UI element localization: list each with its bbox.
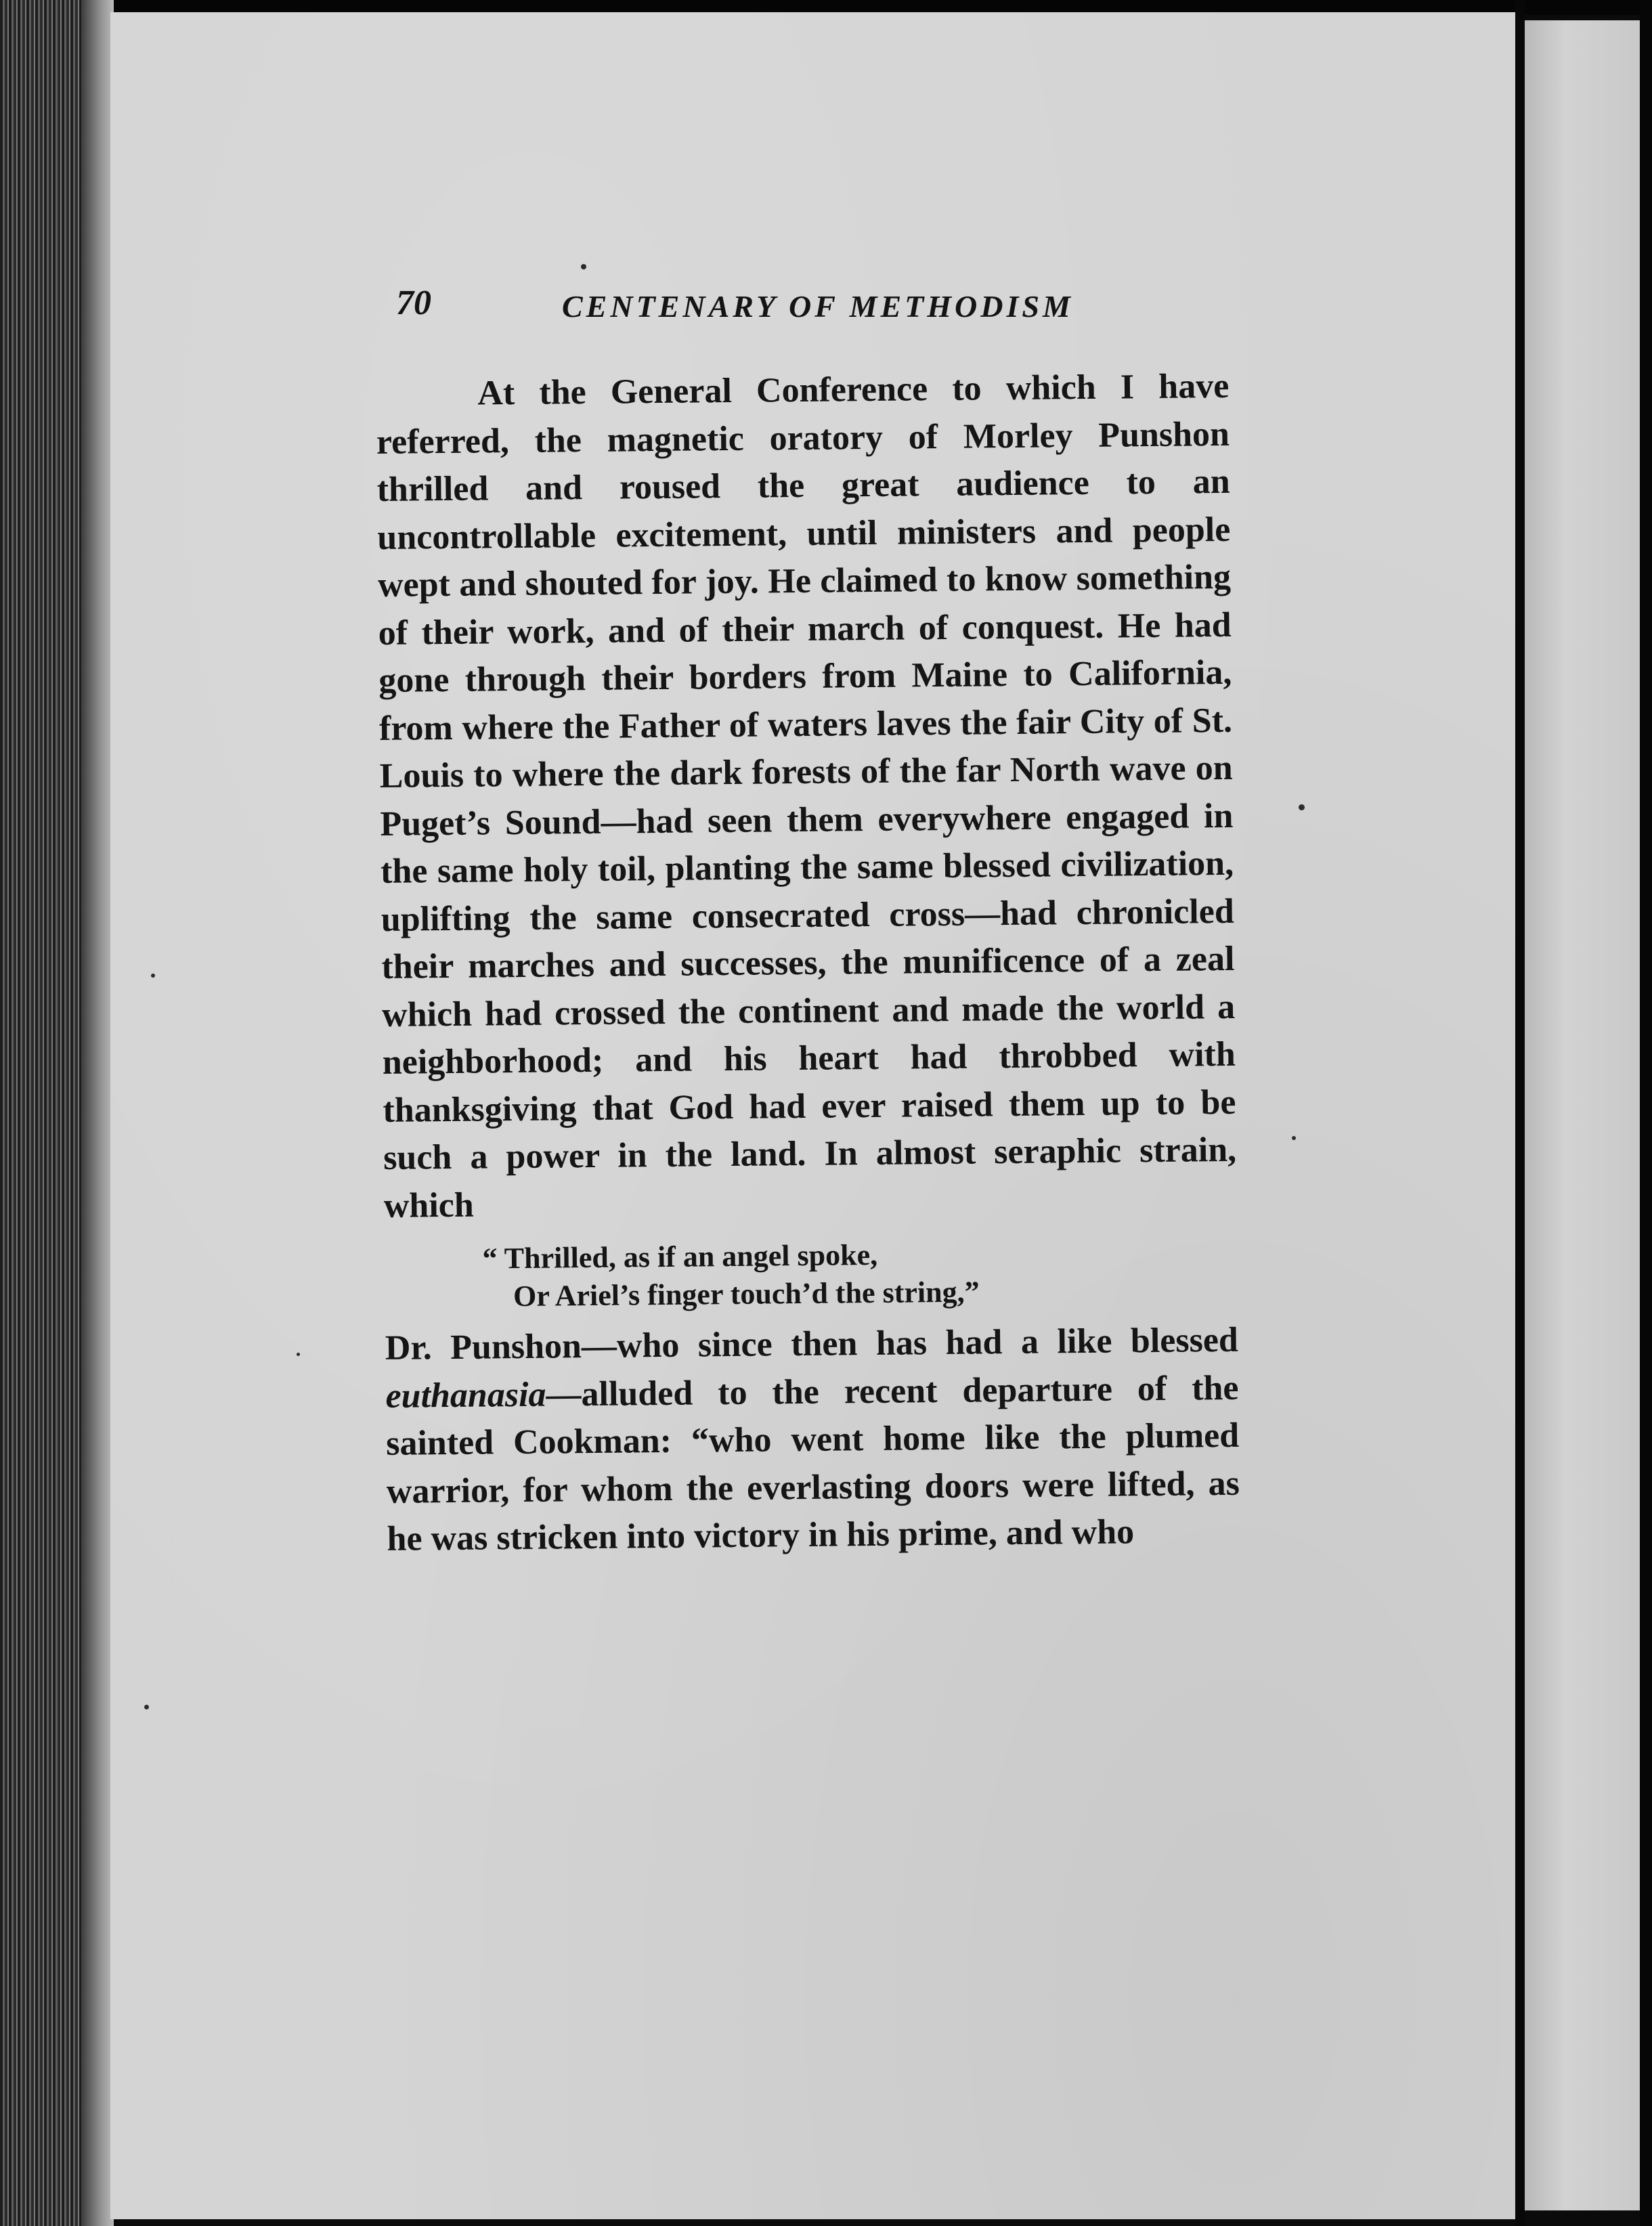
adjacent-page-edge bbox=[1525, 20, 1640, 2210]
speck bbox=[1299, 804, 1305, 810]
gutter-shadow bbox=[1515, 0, 1525, 2226]
verse-quote bbox=[384, 1233, 1238, 1317]
quote-line-1: “ Thrilled, as if an angel spoke, bbox=[482, 1238, 878, 1275]
binding-inner-shadow bbox=[81, 0, 114, 2226]
paragraph-2 bbox=[385, 1317, 1240, 1564]
speck bbox=[581, 264, 586, 269]
scan-right-edge bbox=[1640, 0, 1652, 2226]
paragraph-2-part-1: Dr. Punshon—who since then has had a like blessed bbox=[385, 1320, 1239, 1368]
page-number: 70 bbox=[396, 284, 431, 322]
speck bbox=[297, 1353, 300, 1356]
paragraph-2-part-2: —alluded to the recent departure of the sainted Cookman: “who went home like the plumed warrior, for whom the everlasting doors were lifted, as he was stricken into victory in his prime, and who bbox=[385, 1368, 1240, 1558]
quote-line-2: Or Ariel’s finger touch’d the string,” bbox=[513, 1275, 980, 1313]
running-head: CENTENARY OF METHODISM bbox=[562, 289, 1074, 324]
speck bbox=[144, 1705, 149, 1709]
paragraph-1: At the General Conference to which I have referred, the magnetic oratory of Morley Punshon thrilled and roused the great audience to an uncontrollable excitement, until ministers and people wept and shouted for joy. He claimed to know something of their work, and of their march of conquest. He had gone through their borders from Maine to California, from where the Father of waters laves the fair City of St. Louis to where the dark forests of the far North wave on Puget’s Sound—had seen them everywhere engaged in the same holy toil, planting the same blessed civilization, uplifting the same consecrated cross—had chronicled their marches and successes, the munificence of a zeal which had crossed the continent and made the world a neighborhood; and his heart had throbbed with thanksgiving that God had ever raised them up to be such a power in the land. In almost seraphic strain, which bbox=[376, 366, 1237, 1225]
speck bbox=[1292, 1136, 1296, 1140]
page-header bbox=[396, 283, 1209, 337]
paragraph-2-italic-word: euthanasia bbox=[385, 1375, 546, 1416]
speck bbox=[151, 974, 155, 978]
body-text bbox=[376, 363, 1240, 1564]
